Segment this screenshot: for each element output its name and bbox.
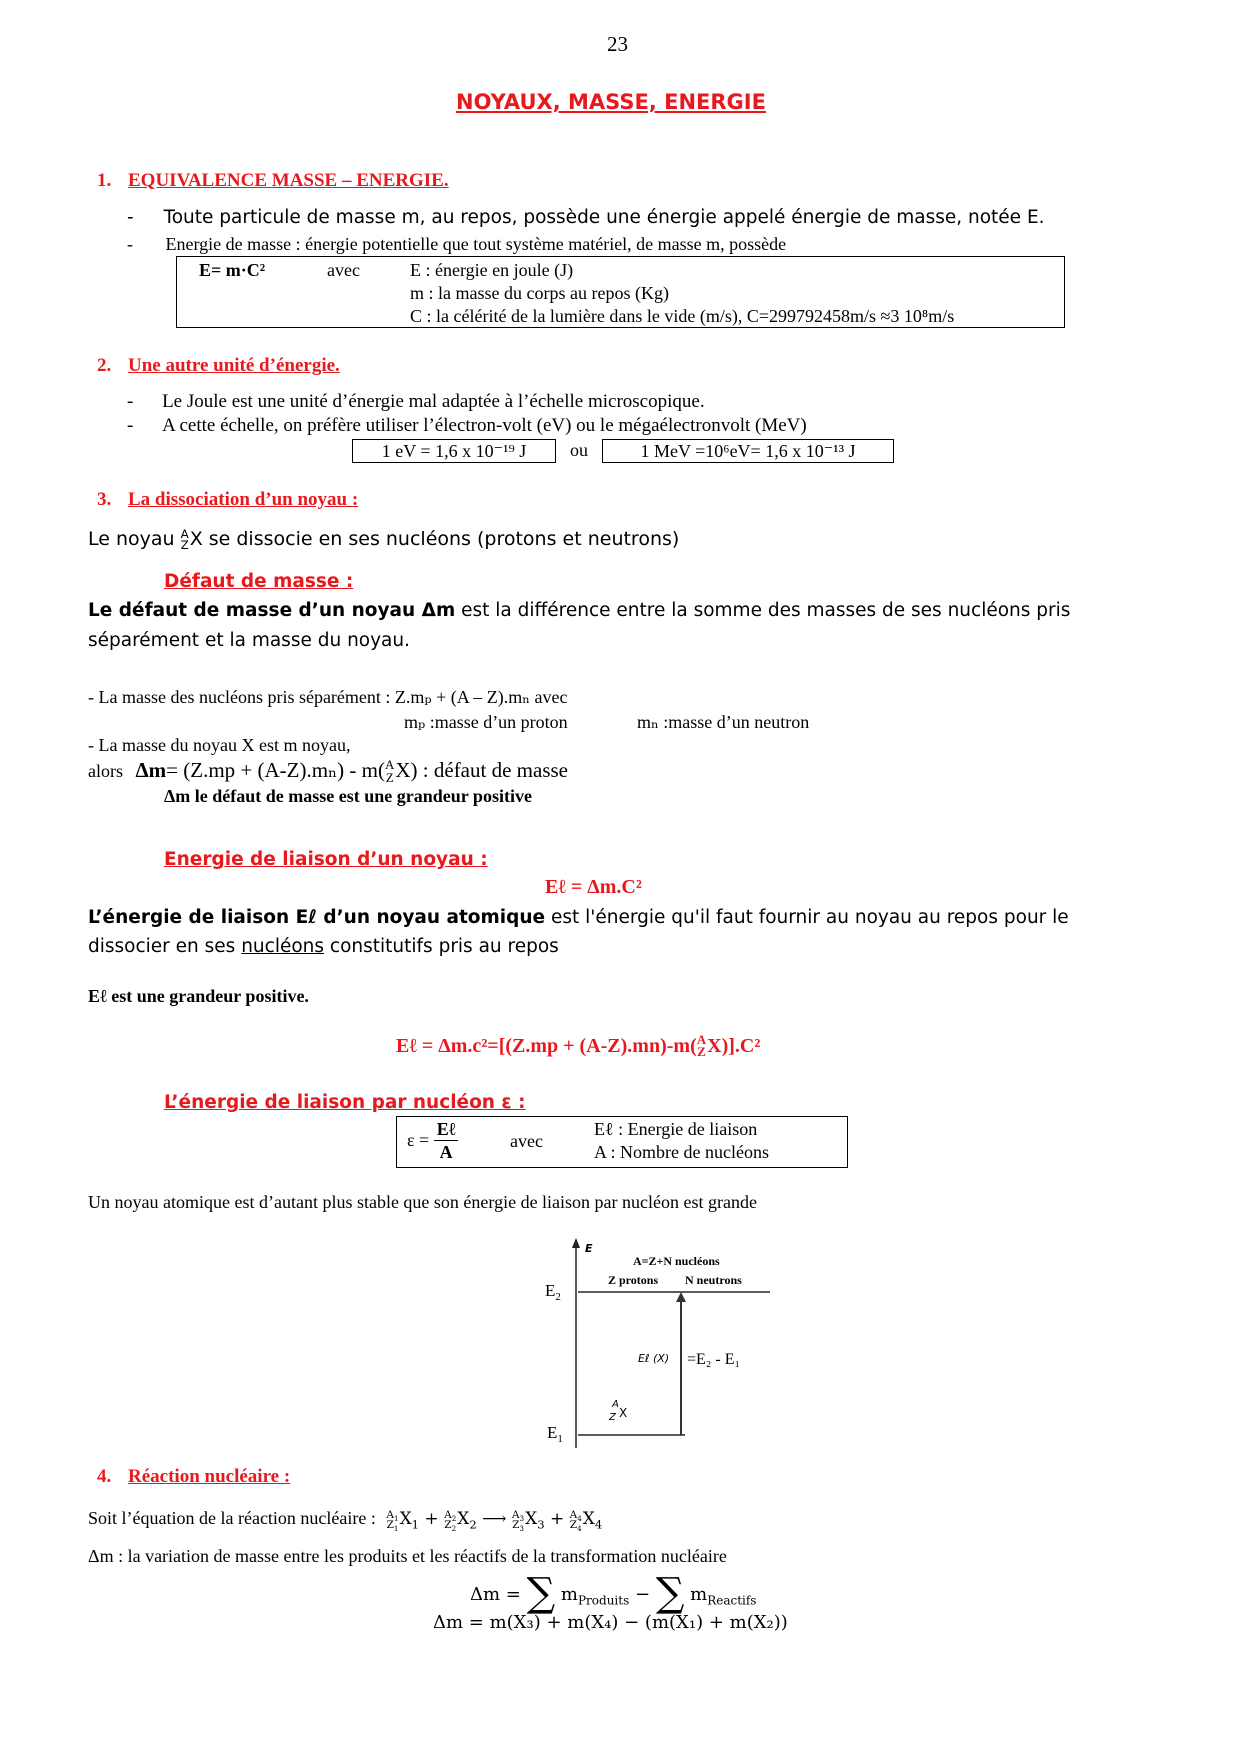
mass-energy-avec: avec bbox=[327, 260, 360, 280]
el-diagram-label: Eℓ (X) bbox=[638, 1352, 670, 1365]
section-1-number: 1. bbox=[97, 170, 112, 191]
dissociation-intro bbox=[88, 528, 679, 551]
def-m: m : la masse du corps au repos (Kg) bbox=[410, 283, 669, 303]
mass-variation-def: Δm : la variation de masse entre les produits et les réactifs de la transformation nucléaire bbox=[88, 1546, 727, 1566]
mass-defect-formula bbox=[88, 758, 568, 784]
bullet-dash: - bbox=[127, 234, 133, 254]
fraction-numerator: Eℓ bbox=[434, 1120, 459, 1141]
section-4-title: Réaction nucléaire : bbox=[128, 1466, 291, 1487]
s1-bullet-2-text: Energie de masse : énergie potentielle que tout système matériel, de masse m, possède bbox=[165, 234, 787, 254]
arrow-head-icon bbox=[676, 1292, 686, 1302]
reaction-intro: Soit l’équation de la réaction nucléaire : bbox=[88, 1508, 376, 1528]
binding-energy-positive: Eℓ est une grandeur positive. bbox=[88, 986, 309, 1006]
mass-variation-sum bbox=[470, 1570, 756, 1616]
diagram-nuclide-X: X bbox=[619, 1406, 628, 1420]
reaction-equation bbox=[88, 1508, 603, 1533]
def-E: E : énergie en joule (J) bbox=[410, 260, 574, 280]
el-diagram-eq: =E₂ - E₁ bbox=[687, 1351, 741, 1368]
section-2-heading bbox=[97, 355, 340, 377]
section-3-title: La dissociation d’un noyau : bbox=[128, 489, 359, 510]
nucleon-mass-line: - La masse des nucléons pris séparément : Z.mₚ + (A – Z).mₙ avec bbox=[88, 687, 568, 707]
section-1-title: EQUIVALENCE MASSE – ENERGIE. bbox=[128, 170, 449, 191]
s2-bullet-2-text: A cette échelle, on préfère utiliser l’électron-volt (eV) ou le mégaélectronvolt (MeV) bbox=[162, 415, 807, 436]
e2-label bbox=[545, 1281, 561, 1303]
fraction-denominator: A bbox=[439, 1142, 453, 1162]
e1-label bbox=[547, 1423, 563, 1445]
proton-mass-def: mₚ :masse d’un proton bbox=[404, 712, 568, 732]
nuclide-symbol bbox=[697, 1034, 706, 1059]
s1-bullet-2 bbox=[127, 234, 786, 255]
binding-energy-formula: Eℓ = Δm.C² bbox=[545, 876, 642, 898]
sum-products-sub: Produits bbox=[577, 1593, 630, 1608]
or-text: ou bbox=[570, 440, 588, 460]
full-formula-b: X)].C² bbox=[707, 1034, 761, 1057]
diagram-nuclide-Z: Z bbox=[609, 1412, 616, 1423]
ev-box: 1 eV = 1,6 x 10⁻¹⁹ J bbox=[352, 439, 556, 463]
s1-bullet-1 bbox=[127, 207, 1045, 228]
section-2-title: Une autre unité d’énergie. bbox=[128, 355, 340, 376]
sum-reactants-sub: Reactifs bbox=[707, 1593, 757, 1608]
binding-energy-heading: Energie de liaison d’un noyau : bbox=[164, 849, 488, 870]
per-nucleon-avec: avec bbox=[510, 1131, 543, 1151]
sum-icon: ∑ bbox=[526, 1570, 556, 1616]
intro-text-b: X se dissocie en ses nucléons (protons et neutrons) bbox=[189, 528, 680, 550]
per-nucleon-heading: L’énergie de liaison par nucléon ε : bbox=[164, 1092, 526, 1113]
s2-bullet-1-text: Le Joule est une unité d’énergie mal adaptée à l’échelle microscopique. bbox=[162, 391, 705, 412]
mass-defect-positive: Δm le défaut de masse est une grandeur positive bbox=[164, 786, 532, 806]
section-4-heading bbox=[97, 1466, 290, 1488]
nuclide-symbol bbox=[180, 526, 189, 553]
diagram-z-label: Z protons bbox=[608, 1273, 659, 1287]
s1-bullet-1-text: Toute particule de masse m, au repos, possède une énergie appelé énergie de masse, notée E. bbox=[163, 207, 1045, 228]
sum-lhs: Δm = bbox=[470, 1584, 521, 1605]
bullet-dash: - bbox=[127, 415, 134, 436]
delta-formula-body: = (Z.mp + (A-Z).mₙ) - m( bbox=[166, 758, 385, 782]
e2-subscript: 2 bbox=[555, 1291, 561, 1303]
diagram-nuclide-A: A bbox=[612, 1399, 619, 1410]
epsilon-formula bbox=[407, 1120, 458, 1161]
full-formula-a: Eℓ = Δm.c²=[(Z.mp + (A-Z).mn)-m( bbox=[396, 1034, 697, 1057]
nuclide-Z: Z bbox=[180, 538, 189, 553]
mass-defect-heading: Défaut de masse : bbox=[164, 571, 354, 592]
e2-letter: E bbox=[545, 1281, 556, 1300]
section-3-heading bbox=[97, 489, 358, 511]
neutron-mass-def: mₙ :masse d’un neutron bbox=[637, 712, 810, 732]
nuclide-A: A bbox=[384, 757, 395, 773]
mass-energy-formula: E= m·C² bbox=[199, 260, 266, 280]
section-4-number: 4. bbox=[97, 1466, 112, 1487]
delta-m: Δm bbox=[135, 758, 167, 782]
def-A: A : Nombre de nucléons bbox=[594, 1142, 769, 1162]
binding-energy-def-line2 bbox=[88, 936, 559, 957]
bullet-dash: - bbox=[127, 207, 134, 228]
nuclide-symbol bbox=[385, 759, 394, 784]
section-1-heading bbox=[97, 170, 449, 192]
nuclide-A: A bbox=[696, 1032, 707, 1047]
section-3-number: 3. bbox=[97, 489, 112, 510]
sum-icon: ∑ bbox=[655, 1570, 685, 1616]
epsilon-label: ε = bbox=[407, 1130, 430, 1150]
alors-text: alors bbox=[88, 761, 123, 781]
stability-statement: Un noyau atomique est d’autant plus stable que son énergie de liaison par nucléon est grande bbox=[88, 1192, 757, 1212]
bullet-dash: - bbox=[127, 391, 134, 412]
mass-defect-def bbox=[88, 600, 1070, 621]
binding-energy-bold: L’énergie de liaison Eℓ d’un noyau atomique bbox=[88, 907, 546, 928]
section-2-number: 2. bbox=[97, 355, 112, 376]
intro-text-a: Le noyau bbox=[88, 528, 175, 550]
e1-subscript: 1 bbox=[557, 1433, 563, 1445]
mass-defect-rest: est la différence entre la somme des masses de ses nucléons pris bbox=[461, 600, 1071, 621]
sum-reactants-m: m bbox=[690, 1584, 708, 1605]
reaction-formula: $A_1$ $Z_1$ $X_1$ + $A_2$ $Z_2$ $X_2$ ⟶ $A_3$ $Z_3$ $X_3$ + $A_4$ $Z_4$ $X_4$ bbox=[386, 1508, 603, 1533]
mass-variation-expanded: Δm = m(X₃) + m(X₄) − (m(X₁) + m(X₂)) bbox=[433, 1612, 788, 1633]
nuclide-Z: Z bbox=[385, 769, 394, 785]
mass-defect-def-line2: séparément et la masse du noyau. bbox=[88, 630, 410, 651]
binding-energy-def bbox=[88, 907, 1069, 928]
binding-energy-line2-a: dissocier en ses bbox=[88, 936, 236, 957]
s2-bullet-1 bbox=[127, 391, 705, 413]
page-title: NOYAUX, MASSE, ENERGIE bbox=[456, 90, 766, 114]
axis-arrow-icon bbox=[572, 1238, 580, 1248]
binding-energy-rest: est l'énergie qu'il faut fournir au noyau au repos pour le bbox=[551, 907, 1069, 928]
e1-letter: E bbox=[547, 1423, 558, 1442]
mev-box: 1 MeV =10⁶eV= 1,6 x 10⁻¹³ J bbox=[602, 439, 894, 463]
axis-label: E bbox=[585, 1242, 593, 1255]
minus-sign: − bbox=[634, 1584, 651, 1605]
epsilon-fraction bbox=[434, 1120, 459, 1161]
s2-bullet-2 bbox=[127, 415, 807, 437]
nucleus-mass-line: - La masse du noyau X est m noyau, bbox=[88, 735, 351, 755]
def-El: Eℓ : Energie de liaison bbox=[594, 1119, 758, 1139]
energy-level-diagram bbox=[545, 1234, 805, 1454]
page-number: 23 bbox=[607, 32, 628, 56]
binding-energy-full-formula bbox=[396, 1034, 760, 1059]
mass-defect-bold: Le défaut de masse d’un noyau Δm bbox=[88, 600, 456, 621]
diagram-n-label: N neutrons bbox=[685, 1273, 742, 1287]
nucleons-link[interactable]: nucléons bbox=[241, 936, 325, 957]
mass-energy-box bbox=[176, 256, 1065, 328]
binding-energy-line2-b: constitutifs pris au repos bbox=[329, 936, 559, 957]
nuclide-Z: Z bbox=[697, 1044, 706, 1060]
diagram-top-label: A=Z+N nucléons bbox=[633, 1254, 720, 1268]
delta-formula-end: X) : défaut de masse bbox=[395, 758, 568, 782]
per-nucleon-box bbox=[396, 1116, 848, 1168]
sum-products-m: m bbox=[560, 1584, 578, 1605]
nuclide-A: A bbox=[180, 526, 189, 541]
def-C: C : la célérité de la lumière dans le vide (m/s), C=299792458m/s ≈3 10⁸m/s bbox=[410, 306, 955, 326]
